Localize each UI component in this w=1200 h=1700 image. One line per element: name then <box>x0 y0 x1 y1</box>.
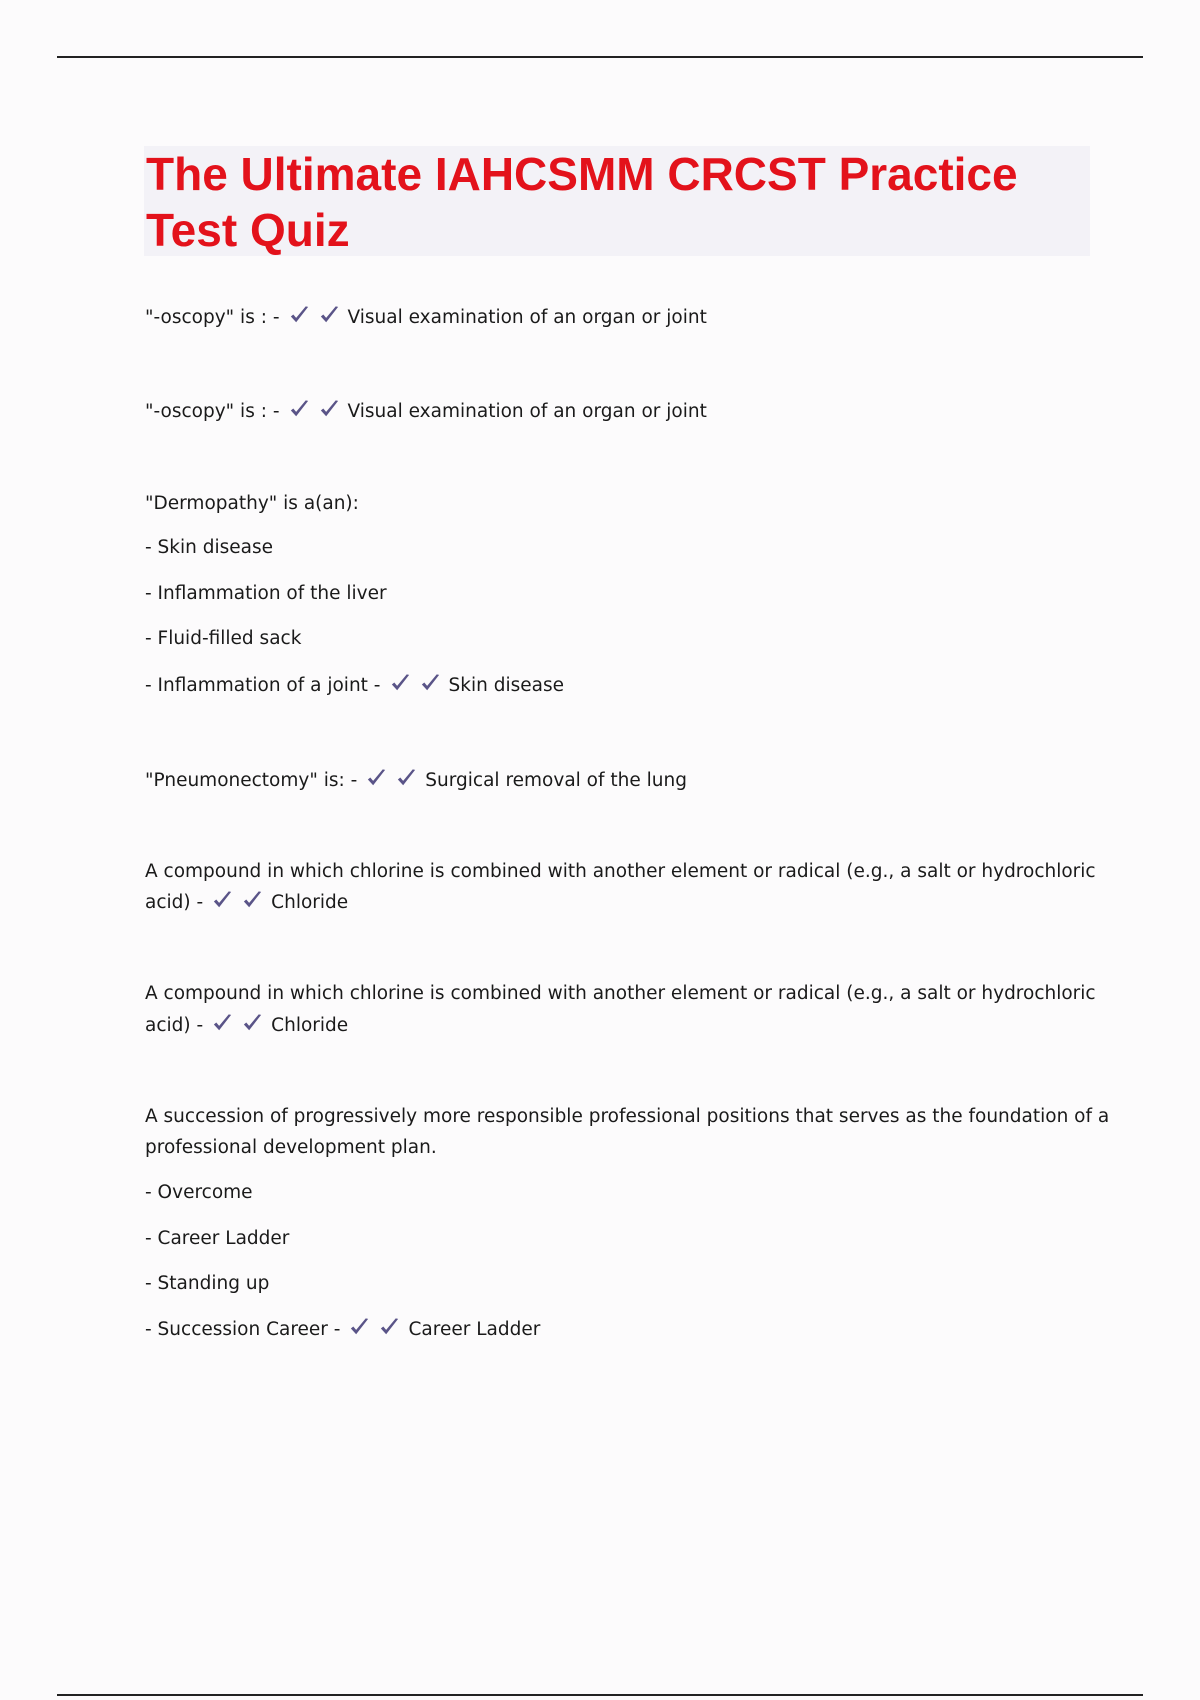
option: - Succession Career - <box>145 1319 341 1340</box>
question-6 <box>145 1011 348 1041</box>
check-icon <box>241 888 264 912</box>
check-icon <box>365 766 388 790</box>
option: - Overcome <box>145 1182 253 1203</box>
answer-checkmarks <box>365 766 425 796</box>
question-prompt: "-oscopy" is : - <box>145 401 280 422</box>
check-icon <box>318 397 341 421</box>
check-icon <box>395 766 418 790</box>
check-icon <box>419 671 442 695</box>
question-5-prompt-line-1: A compound in which chlorine is combined with another element or radical (e.g., a salt or hydrochloric <box>145 861 1096 882</box>
check-icon <box>288 303 311 327</box>
question-prompt: "Pneumonectomy" is: - <box>145 770 358 791</box>
answer-text: Skin disease <box>448 675 564 696</box>
option: - Standing up <box>145 1273 270 1294</box>
check-icon <box>318 303 341 327</box>
option-with-answer <box>145 671 564 701</box>
check-icon <box>348 1315 371 1339</box>
option-with-answer <box>145 1315 540 1345</box>
check-icon <box>389 671 412 695</box>
question-3-prompt: "Dermopathy" is a(an): <box>145 493 359 514</box>
question-5 <box>145 888 348 918</box>
option: - Career Ladder <box>145 1228 290 1249</box>
check-icon <box>378 1315 401 1339</box>
question-6-prompt-line-1: A compound in which chlorine is combined with another element or radical (e.g., a salt or hydrochloric <box>145 983 1096 1004</box>
answer-checkmarks <box>211 1011 271 1041</box>
answer-text: Chloride <box>271 892 349 913</box>
check-icon <box>211 1011 234 1035</box>
page-title: The Ultimate IAHCSMM CRCST Practice Test Quiz <box>146 148 1018 256</box>
question-4 <box>145 766 687 796</box>
question-prompt: "-oscopy" is : - <box>145 307 280 328</box>
answer-checkmarks <box>211 888 271 918</box>
question-7-prompt-line-2: professional development plan. <box>145 1137 437 1158</box>
option: - Inflammation of the liver <box>145 583 387 604</box>
top-rule <box>57 56 1143 58</box>
answer-checkmarks <box>288 303 348 333</box>
question-7-prompt-line-1: A succession of progressively more responsible professional positions that serves as the foundation of a <box>145 1106 1110 1127</box>
question-1 <box>145 303 707 333</box>
option: - Skin disease <box>145 537 274 558</box>
check-icon <box>241 1011 264 1035</box>
check-icon <box>288 397 311 421</box>
answer-text: Visual examination of an organ or joint <box>347 307 707 328</box>
option: - Fluid-filled sack <box>145 628 302 649</box>
check-icon <box>211 888 234 912</box>
question-prompt: acid) - <box>145 892 204 913</box>
answer-text: Career Ladder <box>408 1319 541 1340</box>
option: - Inflammation of a joint - <box>145 675 381 696</box>
question-2 <box>145 397 707 427</box>
answer-text: Chloride <box>271 1015 349 1036</box>
answer-checkmarks <box>348 1315 408 1345</box>
answer-checkmarks <box>288 397 348 427</box>
question-prompt: acid) - <box>145 1015 204 1036</box>
answer-text: Visual examination of an organ or joint <box>347 401 707 422</box>
answer-text: Surgical removal of the lung <box>425 770 687 791</box>
bottom-rule <box>57 1694 1143 1696</box>
answer-checkmarks <box>389 671 449 701</box>
